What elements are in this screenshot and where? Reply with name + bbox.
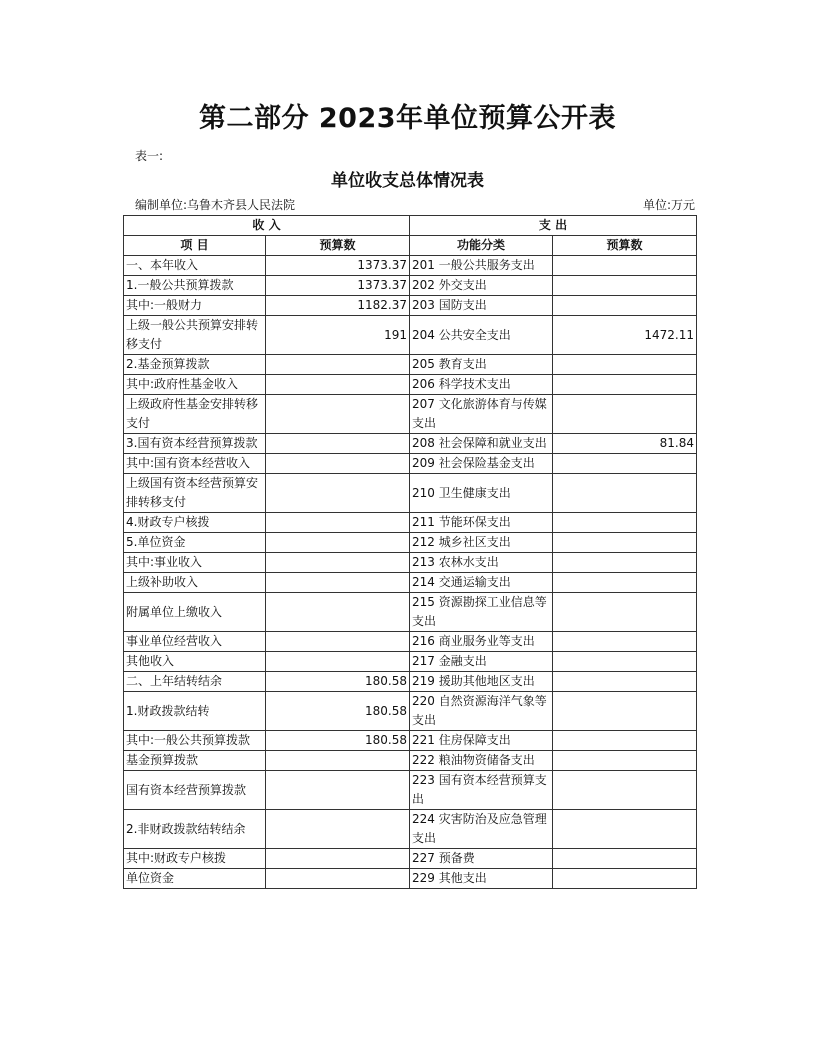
expense-amount-cell [553,692,697,731]
table-row [124,632,697,652]
function-class-header: 功能分类 [410,236,553,256]
item-header: 项 目 [124,236,266,256]
header-row-columns [124,236,697,256]
function-class-cell: 221 住房保障支出 [410,731,553,751]
header-row-group [124,216,697,236]
income-item-cell: 二、上年结转结余 [124,672,266,692]
expense-amount-cell [553,375,697,395]
function-class-cell: 212 城乡社区支出 [410,533,553,553]
table-row [124,751,697,771]
income-amount-cell [266,869,410,889]
income-amount-cell [266,454,410,474]
function-class-cell: 203 国防支出 [410,296,553,316]
expense-amount-cell [553,771,697,810]
table-body [124,256,697,889]
income-amount-cell [266,810,410,849]
table-row [124,652,697,672]
expense-amount-cell [553,849,697,869]
income-item-cell: 一、本年收入 [124,256,266,276]
function-class-cell: 214 交通运输支出 [410,573,553,593]
income-item-cell: 上级补助收入 [124,573,266,593]
income-amount-cell [266,849,410,869]
table-row [124,869,697,889]
expense-amount-cell [553,454,697,474]
income-amount-cell [266,474,410,513]
income-item-cell: 1.一般公共预算拨款 [124,276,266,296]
table-row [124,513,697,533]
income-item-cell: 其中:事业收入 [124,553,266,573]
function-class-cell: 220 自然资源海洋气象等支出 [410,692,553,731]
income-item-cell: 基金预算拨款 [124,751,266,771]
table-row [124,672,697,692]
income-item-cell: 4.财政专户核拨 [124,513,266,533]
function-class-cell: 223 国有资本经营预算支出 [410,771,553,810]
table-row [124,434,697,454]
income-amount-cell: 1182.37 [266,296,410,316]
table-row [124,593,697,632]
expense-amount-cell [553,355,697,375]
income-amount-cell [266,771,410,810]
income-item-cell: 国有资本经营预算拨款 [124,771,266,810]
table-row [124,731,697,751]
table-row [124,474,697,513]
income-amount-cell: 1373.37 [266,256,410,276]
table-row [124,316,697,355]
table-row [124,810,697,849]
income-item-cell: 5.单位资金 [124,533,266,553]
function-class-cell: 222 粮油物资储备支出 [410,751,553,771]
expense-amount-cell [553,395,697,434]
income-amount-cell: 180.58 [266,692,410,731]
income-header: 收 入 [124,216,410,236]
expense-amount-cell [553,652,697,672]
income-amount-cell [266,652,410,672]
expense-amount-cell [553,276,697,296]
income-item-cell: 上级一般公共预算安排转移支付 [124,316,266,355]
income-amount-cell [266,533,410,553]
function-class-cell: 227 预备费 [410,849,553,869]
income-amount-cell [266,593,410,632]
page-title: 第二部分 2023年单位预算公开表 [198,103,617,134]
function-class-cell: 208 社会保障和就业支出 [410,434,553,454]
income-amount-cell [266,375,410,395]
table-row [124,849,697,869]
income-item-cell: 3.国有资本经营预算拨款 [124,434,266,454]
function-class-cell: 215 资源勘探工业信息等支出 [410,593,553,632]
table-row [124,533,697,553]
budget-header-expense: 预算数 [553,236,697,256]
function-class-cell: 210 卫生健康支出 [410,474,553,513]
expense-amount-cell [553,573,697,593]
income-amount-cell: 180.58 [266,672,410,692]
function-class-cell: 209 社会保险基金支出 [410,454,553,474]
income-amount-cell [266,751,410,771]
income-item-cell: 其中:财政专户核拨 [124,849,266,869]
income-item-cell: 其中:一般财力 [124,296,266,316]
income-item-cell: 单位资金 [124,869,266,889]
income-amount-cell [266,632,410,652]
income-item-cell: 附属单位上缴收入 [124,593,266,632]
table-row [124,296,697,316]
currency-unit: 单位:万元 [642,198,695,212]
expense-amount-cell [553,672,697,692]
table-row [124,553,697,573]
function-class-cell: 224 灾害防治及应急管理支出 [410,810,553,849]
expense-amount-cell [553,553,697,573]
expense-amount-cell [553,533,697,553]
table-row [124,771,697,810]
income-amount-cell [266,395,410,434]
expense-amount-cell: 81.84 [553,434,697,454]
function-class-cell: 204 公共安全支出 [410,316,553,355]
expense-amount-cell [553,751,697,771]
function-class-cell: 217 金融支出 [410,652,553,672]
function-class-cell: 205 教育支出 [410,355,553,375]
income-amount-cell [266,553,410,573]
income-amount-cell: 180.58 [266,731,410,751]
table-row [124,256,697,276]
expense-amount-cell: 1472.11 [553,316,697,355]
income-amount-cell [266,355,410,375]
expense-amount-cell [553,256,697,276]
income-item-cell: 1.财政拨款结转 [124,692,266,731]
income-item-cell: 其他收入 [124,652,266,672]
table-row [124,355,697,375]
table-row [124,395,697,434]
income-item-cell: 事业单位经营收入 [124,632,266,652]
income-item-cell: 2.基金预算拨款 [124,355,266,375]
expense-amount-cell [553,474,697,513]
income-item-cell: 2.非财政拨款结转结余 [124,810,266,849]
function-class-cell: 213 农林水支出 [410,553,553,573]
income-amount-cell [266,573,410,593]
expense-amount-cell [553,869,697,889]
table-row [124,573,697,593]
function-class-cell: 207 文化旅游体育与传媒支出 [410,395,553,434]
income-item-cell: 其中:政府性基金收入 [124,375,266,395]
function-class-cell: 202 外交支出 [410,276,553,296]
expense-amount-cell [553,513,697,533]
function-class-cell: 219 援助其他地区支出 [410,672,553,692]
table-title: 单位收支总体情况表 [331,171,484,191]
table-row [124,454,697,474]
compiling-unit: 编制单位:乌鲁木齐县人民法院 [135,198,296,212]
function-class-cell: 201 一般公共服务支出 [410,256,553,276]
income-amount-cell: 1373.37 [266,276,410,296]
expense-amount-cell [553,632,697,652]
function-class-cell: 216 商业服务业等支出 [410,632,553,652]
expense-amount-cell [553,296,697,316]
table-row [124,276,697,296]
table-row [124,375,697,395]
budget-summary-table [123,215,697,889]
income-item-cell: 上级国有资本经营预算安排转移支付 [124,474,266,513]
income-amount-cell [266,513,410,533]
income-item-cell: 其中:国有资本经营收入 [124,454,266,474]
function-class-cell: 229 其他支出 [410,869,553,889]
function-class-cell: 206 科学技术支出 [410,375,553,395]
expense-header: 支 出 [410,216,697,236]
income-item-cell: 其中:一般公共预算拨款 [124,731,266,751]
function-class-cell: 211 节能环保支出 [410,513,553,533]
table-number: 表一: [135,149,164,163]
expense-amount-cell [553,593,697,632]
expense-amount-cell [553,731,697,751]
budget-header: 预算数 [266,236,410,256]
income-amount-cell [266,434,410,454]
income-item-cell: 上级政府性基金安排转移支付 [124,395,266,434]
table-row [124,692,697,731]
income-amount-cell: 191 [266,316,410,355]
expense-amount-cell [553,810,697,849]
